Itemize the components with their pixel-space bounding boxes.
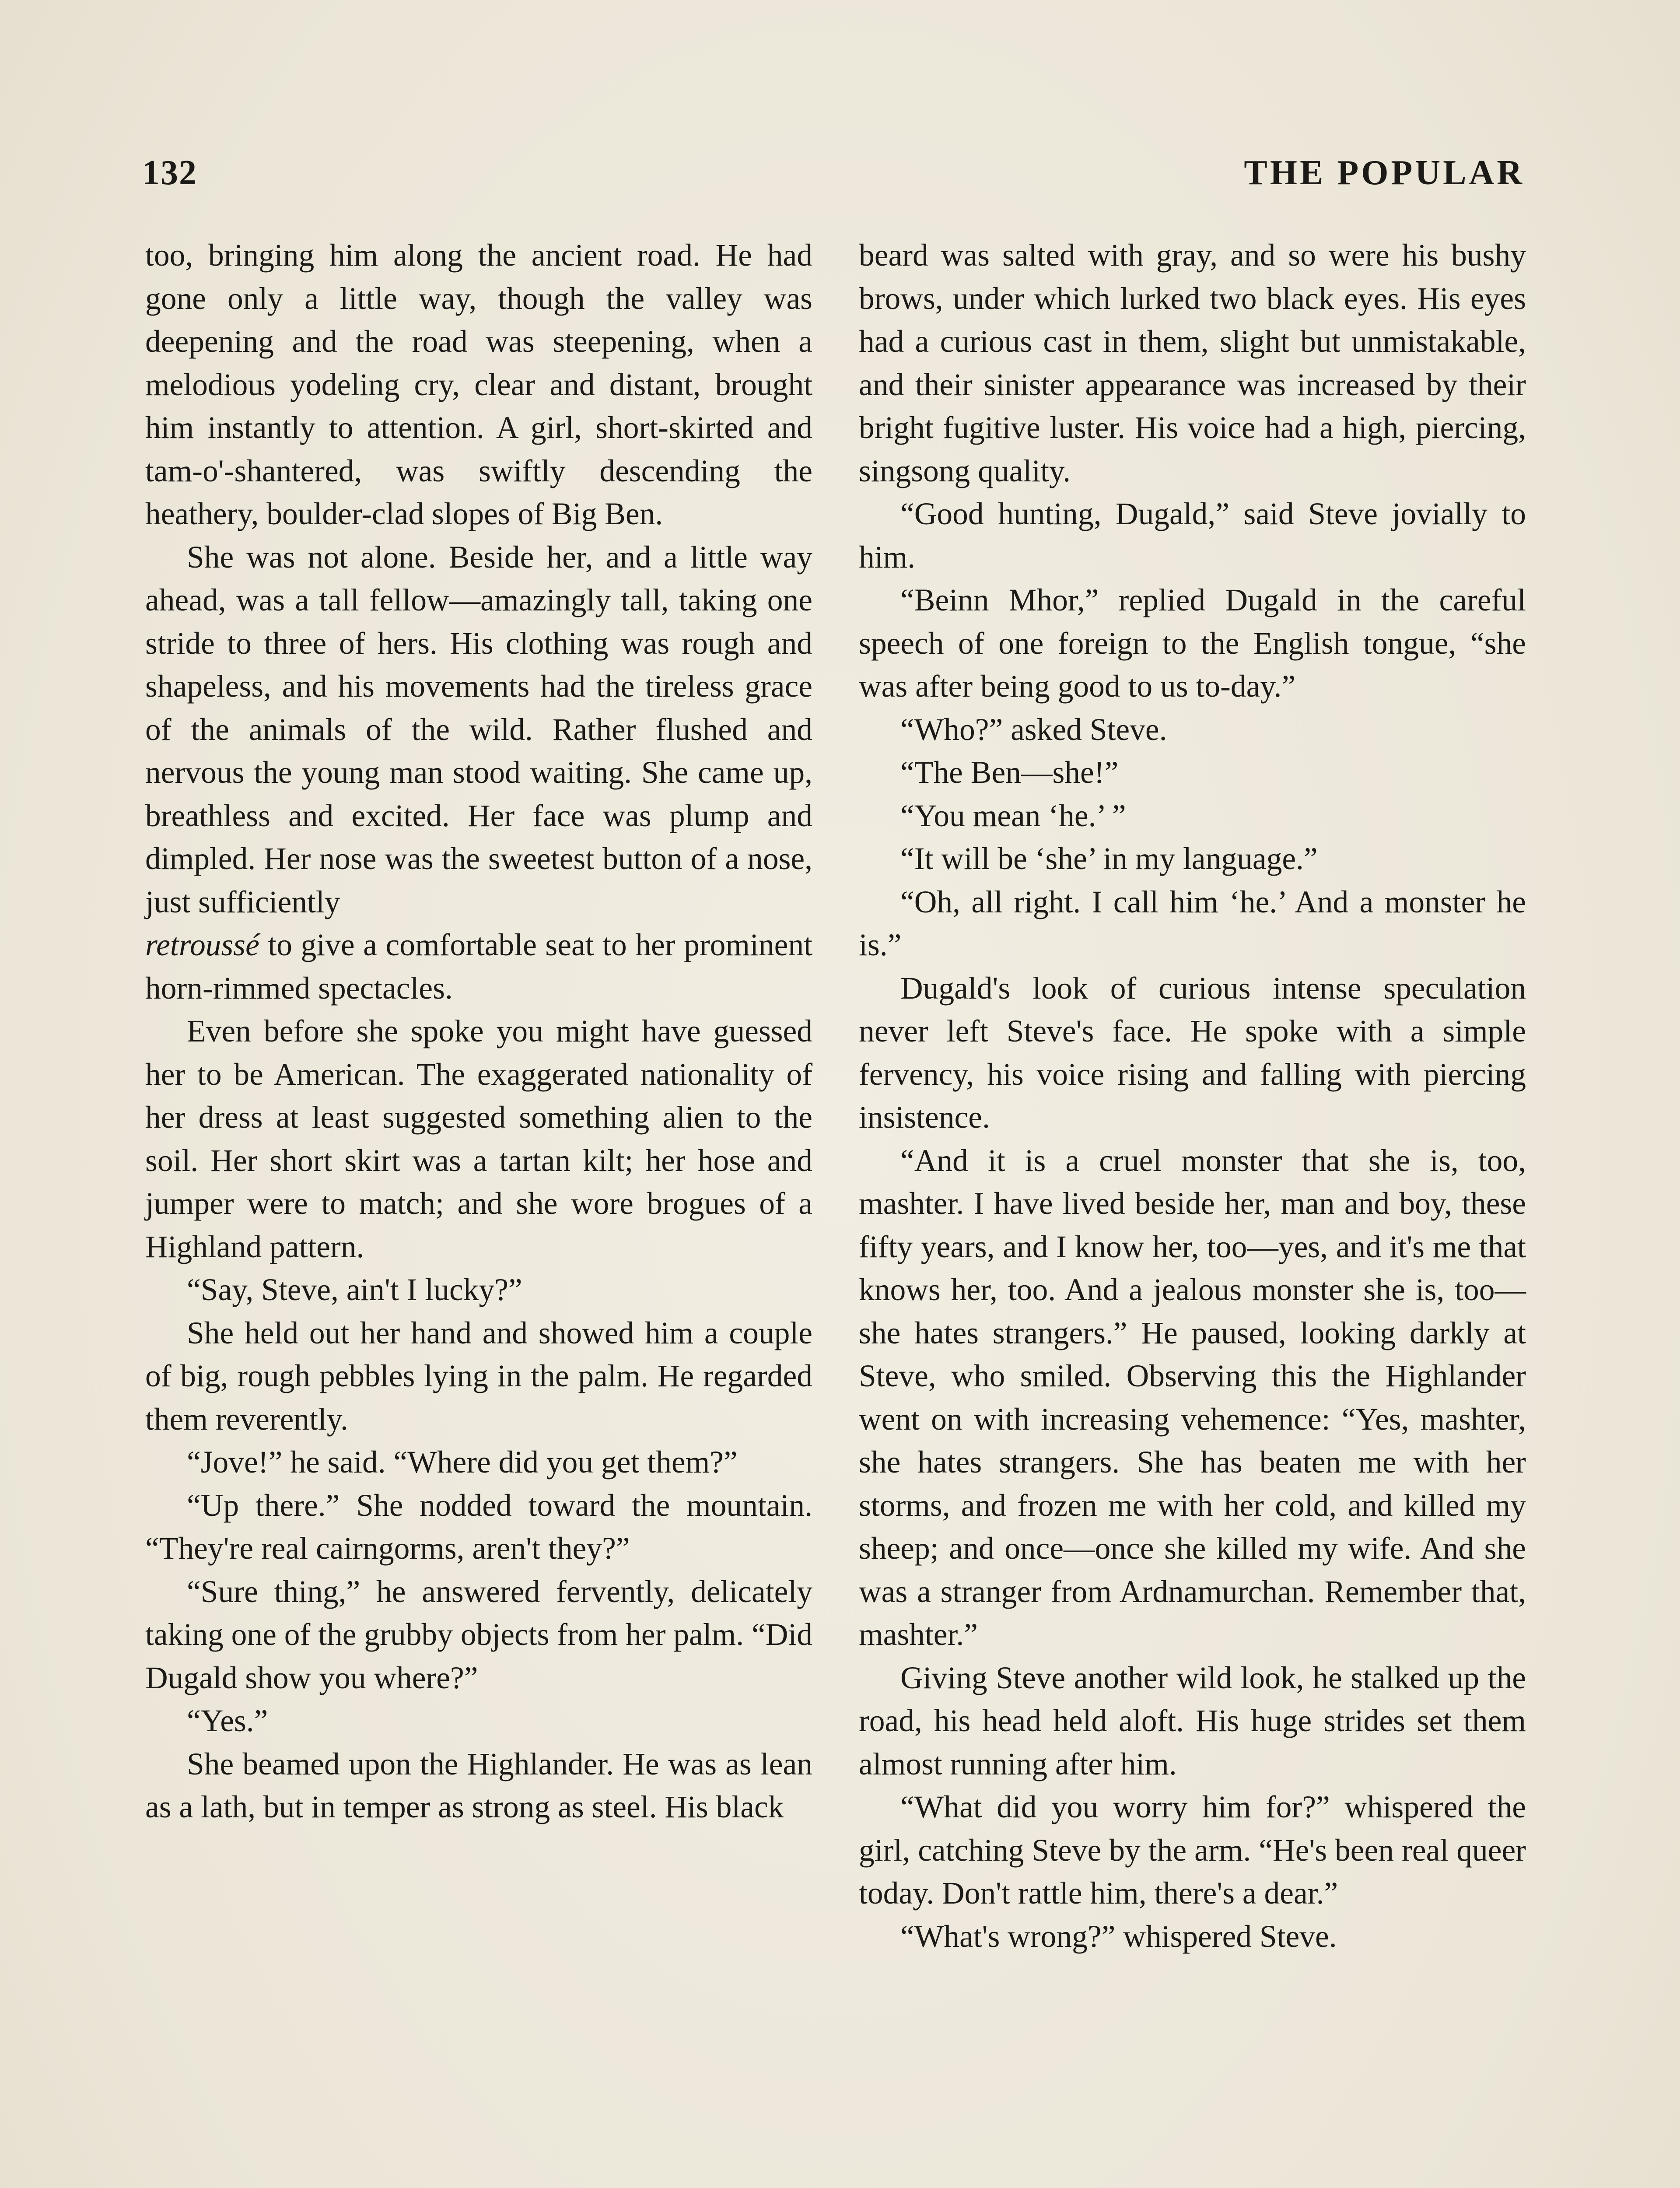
paragraph: “What did you worry him for?” whispered the girl, catching Steve by the arm. “He's been real queer today. Don't rattle him, there's a dear.” (859, 1790, 1526, 1911)
paragraph: too, bringing him along the ancient road. He had gone only a little way, though the valley was deepening and the road was steepening, when a melodious yodeling cry, clear and distant, brought him instantly to attention. A girl, short-skirted and tam-o'-shantered, was swiftly descending the heathery, boulder-clad slopes of Big Ben. (145, 238, 812, 531)
paragraph-tail: to give a comfortable seat to her prominent horn-rimmed spectacles. (145, 928, 812, 1006)
italic-word: retroussé (145, 928, 259, 962)
paragraph: Dugald's look of curious intense speculation never left Steve's face. He spoke with a simple fervency, his voice rising and falling with piercing insistence. (859, 971, 1526, 1135)
paragraph: beard was salted with gray, and so were his bushy brows, under which lurked two black eyes. His eyes had a curious cast in them, slight but unmistakable, and their sinister appearance was increased by their bright fugitive luster. His voice had a high, piercing, singsong quality. (859, 238, 1526, 488)
paragraph: “It will be ‘she’ in my language.” (900, 842, 1318, 876)
paragraph: “Say, Steve, ain't I lucky?” (187, 1273, 522, 1307)
paragraph: She beamed upon the Highlander. He was as lean as a lath, but in temper as strong as steel. His black (145, 1746, 812, 1824)
paragraph: “Oh, all right. I call him ‘he.’ And a monster he is.” (859, 884, 1526, 962)
paragraph: “Up there.” She nodded toward the mountain. “They're real cairngorms, aren't they?” (145, 1488, 812, 1566)
paragraph: “And it is a cruel monster that she is, too, mashter. I have lived beside her, man and boy, these fifty years, and I know her, too—yes, and it's me that knows her, too. And a jealous monster she is, too—she hates strangers.” He paused, looking darkly at Steve, who smiled. Observing this the Highlander went on with increasing vehemence: “Yes, mashter, she hates strangers. She has beaten me with her storms, and frozen me with her cold, and killed my sheep; and once—once she killed my wife. And she was a stranger from Ardnamurchan. Remember that, mashter.” (859, 1143, 1526, 1652)
running-head: THE POPULAR (1244, 154, 1525, 192)
paragraph-continuation (145, 924, 812, 1010)
paragraph: “Beinn Mhor,” replied Dugald in the careful speech of one foreign to the English tongue, “she was after being good to us to-day.” (859, 583, 1526, 704)
paragraph: “You mean ‘he.’ ” (900, 798, 1126, 833)
paragraph: “Sure thing,” he answered fervently, delicately taking one of the grubby objects from her palm. “Did Dugald show you where?” (145, 1574, 812, 1695)
paragraph: “Yes.” (187, 1704, 268, 1738)
text-column-left (145, 234, 812, 1829)
paragraph: Even before she spoke you might have guessed her to be American. The exaggerated nationality of her dress at least suggested something alien to the soil. Her short skirt was a tartan kilt; her hose and jumper were to match; and she wore brogues of a Highland pattern. (145, 1014, 812, 1264)
paragraph: “The Ben—she!” (900, 755, 1119, 790)
text-column-right (859, 234, 1526, 1958)
paragraph: “What's wrong?” whispered Steve. (900, 1919, 1337, 1954)
paragraph: “Who?” asked Steve. (900, 712, 1167, 747)
paragraph: “Good hunting, Dugald,” said Steve jovially to him. (859, 497, 1526, 575)
paragraph: She was not alone. Beside her, and a little way ahead, was a tall fellow—amazingly tall, taking one stride to three of hers. His clothing was rough and shapeless, and his movements had the tireless grace of the animals of the wild. Rather flushed and nervous the young man stood waiting. She came up, breathless and excited. Her face was plump and dimpled. Her nose was the sweetest button of a nose, just sufficiently (145, 540, 812, 919)
page-header (142, 153, 1525, 206)
paragraph: She held out her hand and showed him a couple of big, rough pebbles lying in the palm. He regarded them reverently. (145, 1315, 812, 1437)
paragraph: Giving Steve another wild look, he stalked up the road, his head held aloft. His huge strides set them almost running after him. (859, 1660, 1526, 1781)
page-number: 132 (142, 154, 197, 192)
paragraph: “Jove!” he said. “Where did you get them?” (187, 1445, 738, 1480)
